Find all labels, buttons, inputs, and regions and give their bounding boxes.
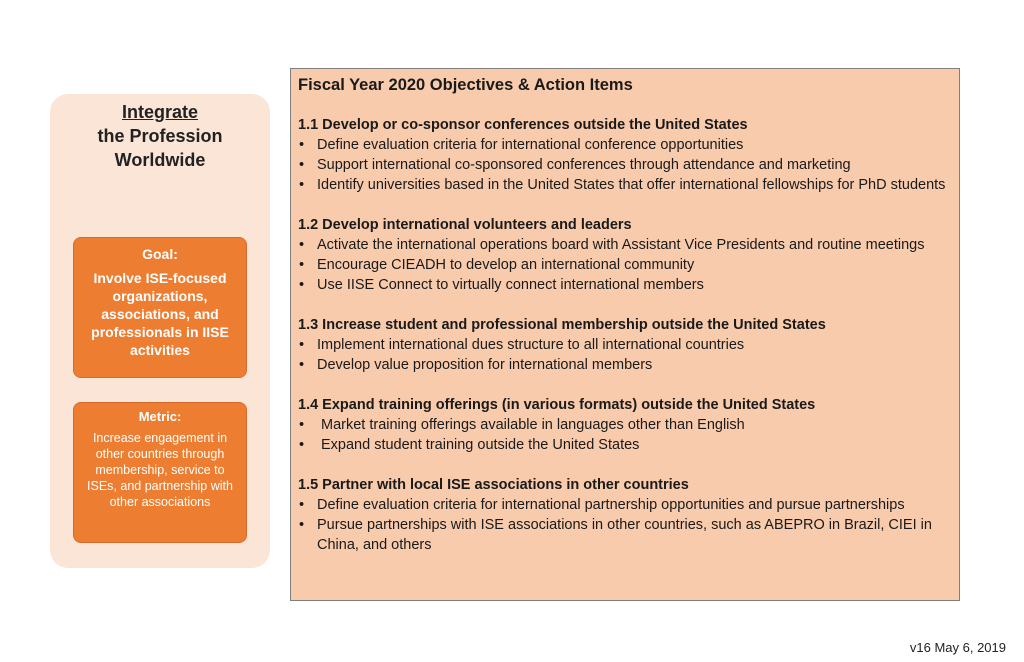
action-item: • Implement international dues structure to all international countries xyxy=(298,335,953,355)
action-item: • Support international co-sponsored conferences through attendance and marketing xyxy=(298,155,953,175)
action-item: • Expand student training outside the United States xyxy=(298,435,953,455)
panel-title-line-2: the Profession xyxy=(97,126,223,146)
action-item-list xyxy=(298,335,953,375)
action-item: • Define evaluation criteria for international partnership opportunities and pursue partnerships xyxy=(298,495,953,515)
action-item: • Encourage CIEADH to develop an international community xyxy=(298,255,953,275)
goal-text: Involve ISE-focused organizations, associations, and professionals in IISE activities xyxy=(91,270,229,358)
action-item: • Identify universities based in the United States that offer international fellowships for PhD students xyxy=(298,175,953,195)
objective-section-1-3 xyxy=(298,315,953,375)
panel-title-line-1: Integrate xyxy=(121,102,199,122)
action-item: • Develop value proposition for international members xyxy=(298,355,953,375)
action-item-list xyxy=(298,135,953,195)
version-date: v16 May 6, 2019 xyxy=(909,640,1006,655)
action-item: • Use IISE Connect to virtually connect international members xyxy=(298,275,953,295)
goal-card xyxy=(73,237,247,378)
action-item: • Activate the international operations board with Assistant Vice Presidents and routine meetings xyxy=(298,235,953,255)
panel-title xyxy=(50,100,270,172)
objective-section-1-1 xyxy=(298,115,953,195)
metric-card xyxy=(73,402,247,543)
panel-title-line-3: Worldwide xyxy=(114,150,206,170)
objective-section-1-4 xyxy=(298,395,953,455)
section-heading: 1.1 Develop or co-sponsor conferences outside the United States xyxy=(298,117,748,133)
objective-section-1-5 xyxy=(298,475,953,555)
action-item: • Pursue partnerships with ISE associations in other countries, such as ABEPRO in Brazil, CIEI in China, and others xyxy=(298,515,953,555)
action-item-list xyxy=(298,415,953,455)
objectives-box xyxy=(290,68,960,601)
metric-heading: Metric: xyxy=(138,409,182,424)
action-item: • Market training offerings available in languages other than English xyxy=(298,415,953,435)
objective-section-1-2 xyxy=(298,215,953,295)
strategy-panel xyxy=(50,94,270,568)
section-heading: 1.3 Increase student and professional membership outside the United States xyxy=(298,317,826,333)
action-item-list xyxy=(298,495,953,555)
action-item: • Define evaluation criteria for international conference opportunities xyxy=(298,135,953,155)
objectives-title: Fiscal Year 2020 Objectives & Action Items xyxy=(298,76,633,94)
metric-text: Increase engagement in other countries through membership, service to ISEs, and partnership with other associations xyxy=(87,431,233,509)
action-item-list xyxy=(298,235,953,295)
section-heading: 1.4 Expand training offerings (in various formats) outside the United States xyxy=(298,397,816,413)
section-heading: 1.2 Develop international volunteers and leaders xyxy=(298,217,632,233)
section-heading: 1.5 Partner with local ISE associations in other countries xyxy=(298,477,689,493)
goal-heading: Goal: xyxy=(142,246,178,262)
